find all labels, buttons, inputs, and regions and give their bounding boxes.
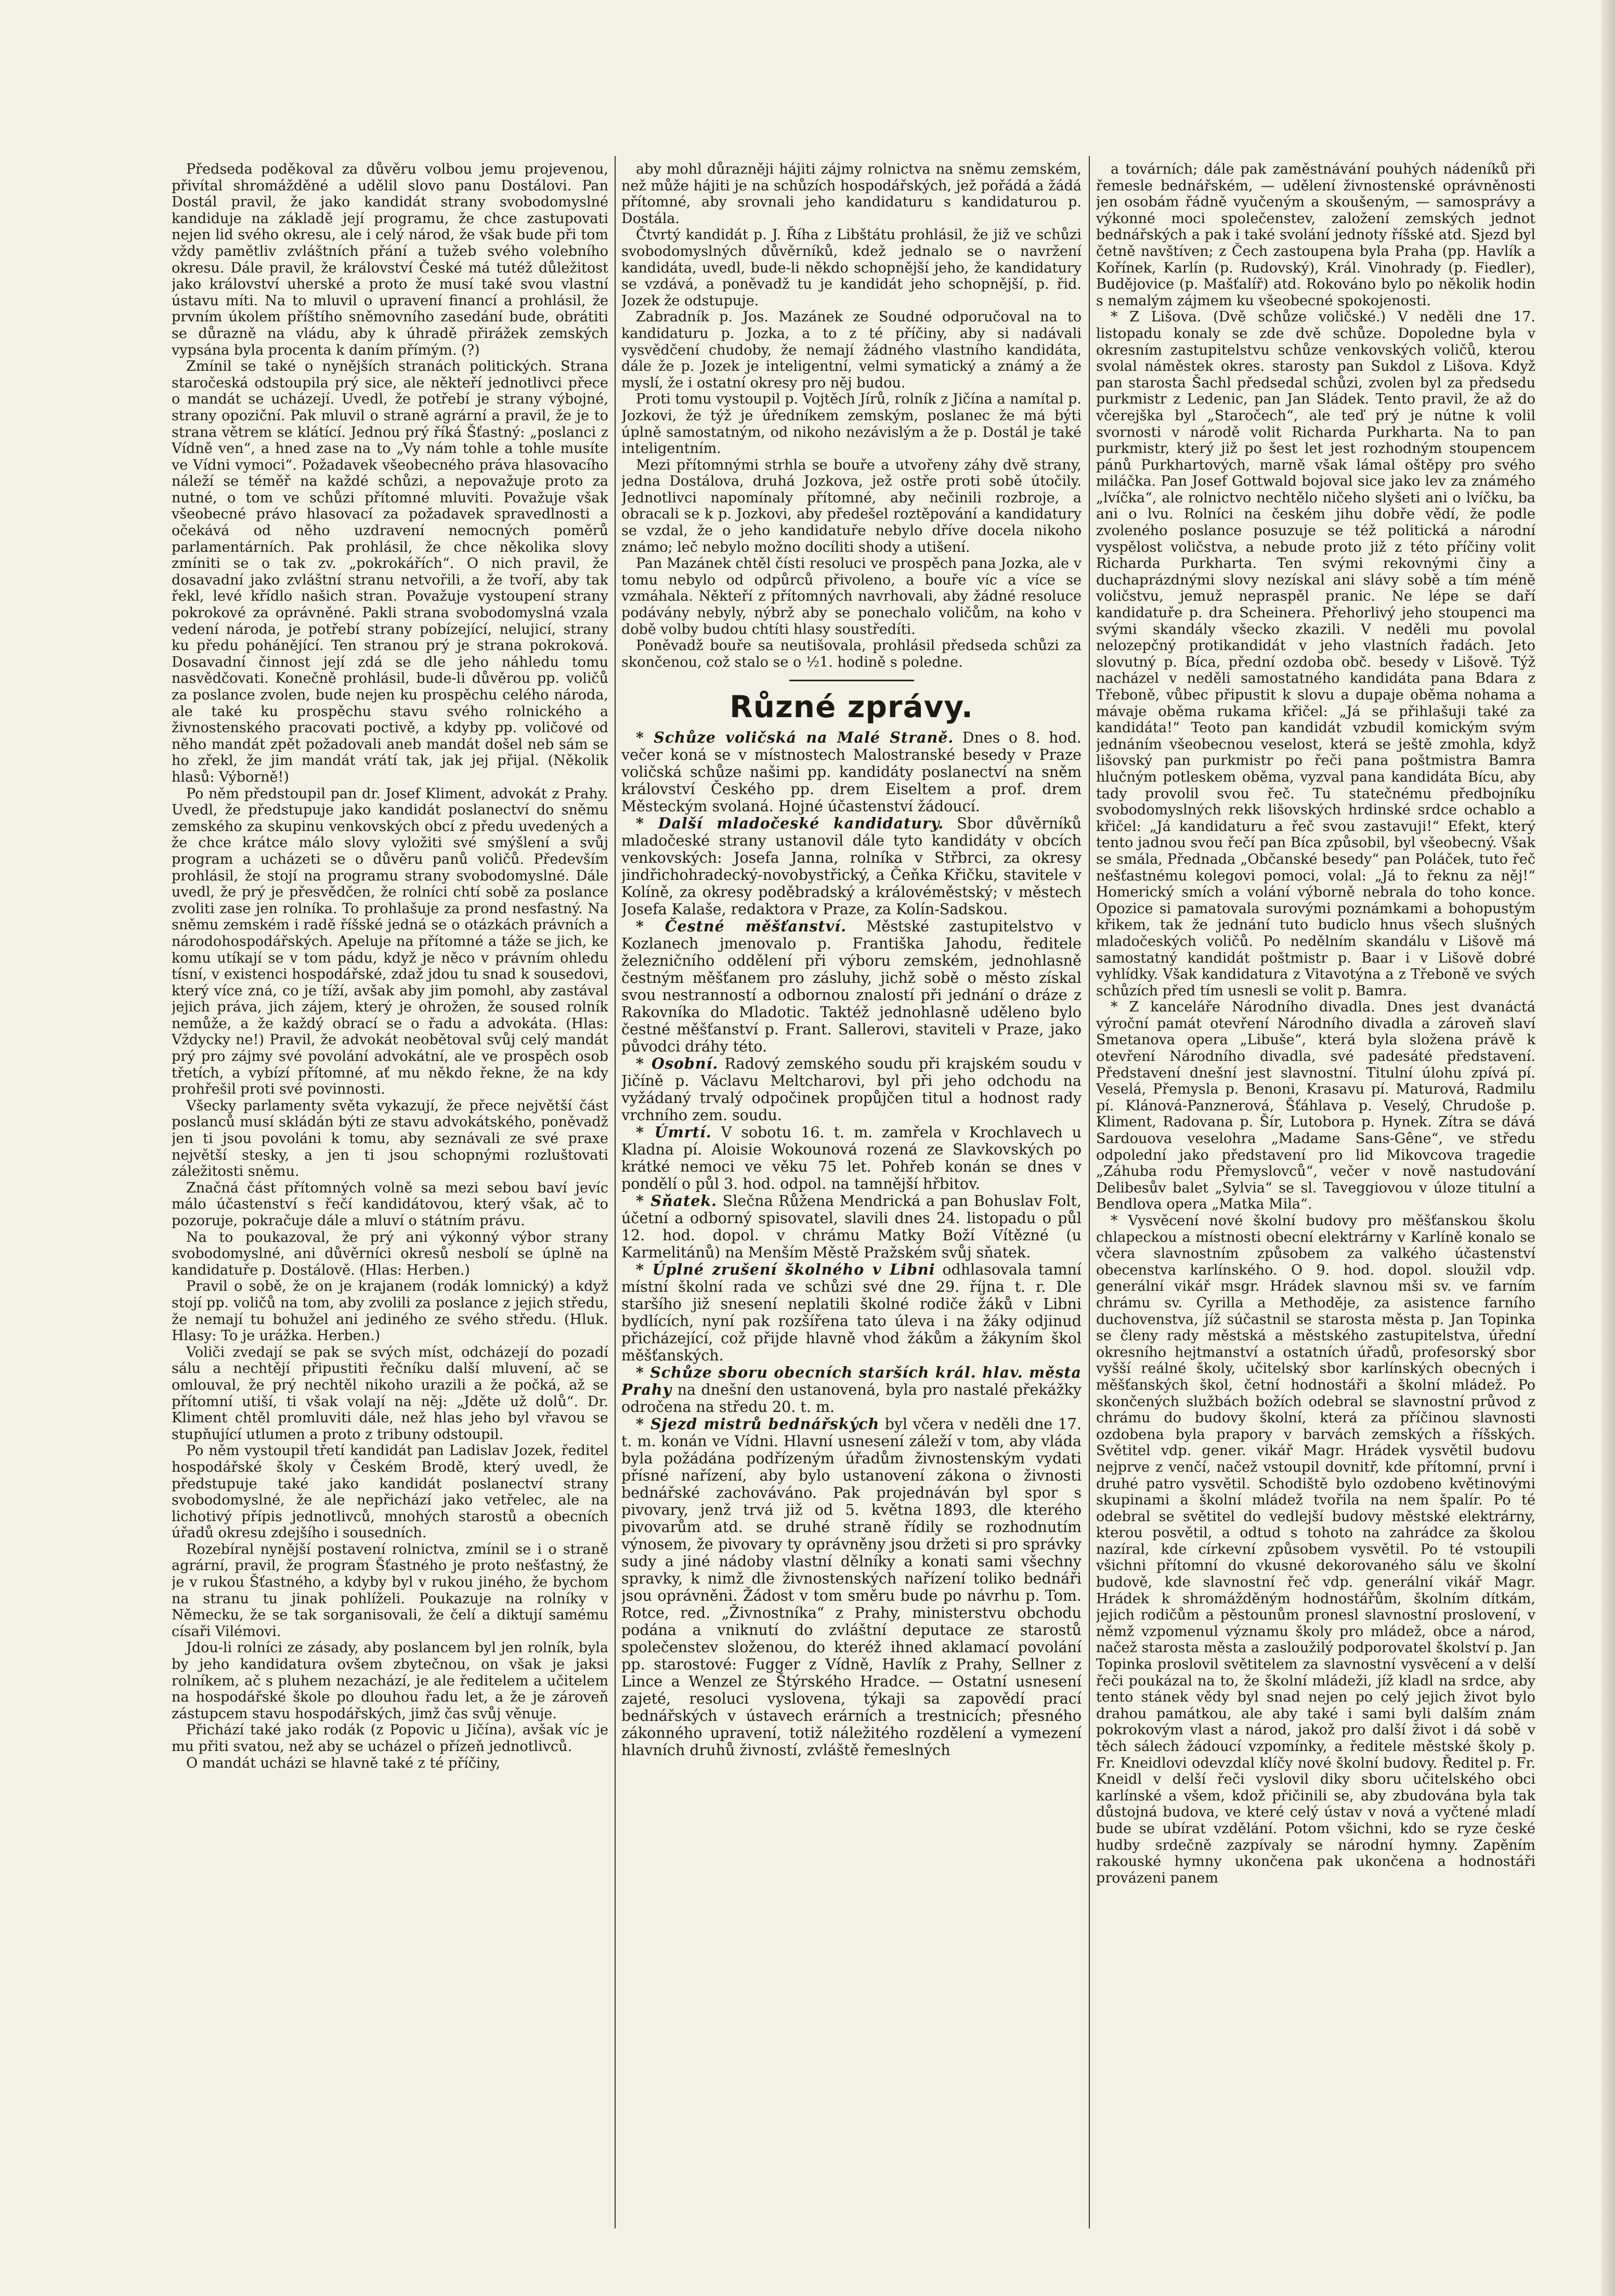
news-item [621,1124,1082,1192]
news-item [621,1261,1082,1364]
news-headline: * Schůze voličská na Malé Straně. [636,729,954,747]
news-headline: * Úplné zrušení školného v Libni [636,1261,935,1279]
news-item [621,1416,1082,1759]
news-headline: * Sňatek. [636,1192,718,1210]
paragraph: Voliči zvedají se pak se svých míst, odcházejí do pozadí sálu a nechtějí připustiti řečníku další mluvení, ač se omlouval, že prý nechtěl nikoho urazili a že počká, až se přítomní utiší, ti však volají na něj: „Jděte už dolů“. Dr. Kliment chtěl promluviti dále, než hlas jeho byl vřavou se stupňující utlumen a proto z tribuny odstoupil. [172,1344,608,1443]
news-item [621,1055,1082,1124]
paragraph: aby mohl důrazněji hájiti zájmy rolnictva na sněmu zemském, než může hájiti je na schůzích hospodářských, jež pořádá a žádá přítomné, aby srovnali jeho kandidaturu s kandidaturou p. Dostála. [621,161,1082,227]
news-text: na dnešní den ustanovená, byla pro nastalé překážky odročena na středu 20. t. m. [621,1381,1082,1416]
section-separator [789,680,914,681]
news-headline: * Úmrtí. [636,1123,712,1141]
news-text: byl včera v neděli dne 17. t. m. konán ve Vídni. Hlavní usnesení záleží v tom, aby vláda byla požádána podřízeným úřadům živnostenským vydati přísné nařízení, aby bylo ustanovení zákona o živnosti bednářské zachováváno. Pak projednáván byl spor s pivovary, jenž trvá již od 5. května 1893, dle kterého pivovarům atd. se druhé straně řídily se rozhodnutím výnosem, že pivovary ty oprávněny jsou držeti si pro správky sudy a jiné nádoby vlastní dělníky a konati sami všechny spravky, k nimž dle živnostenských nařízení toliko bednáři jsou oprávněni. Žádost v tom směru bude po návrhu p. Tom. Rotce, red. „Živnostníka“ z Prahy, ministerstvu obchodu podána a vniknutí do zvláštní deputace ze starostů společenstev složenou, do kteréž ihned aklamací povolání pp. starostové: Fugger z Vídně, Havlík z Prahy, Sellner z Lince a Wenzel ze Štýrského Hradce. — Ostatní usnesení zajeté, resoluci vyslovena, týkaji sa zapovědí prací bednářských v ústavech erárních a trestnicích; přesného zákonného upravení, totiž náležitého rozdělení a vymezení hlavních druhů živností, zvláště řemeslných [621,1416,1082,1759]
news-headline: * Osobní. [636,1055,719,1073]
news-item [621,815,1082,918]
news-headline: * Další mladočeské kandidatury. [636,814,944,833]
paragraph: Čtvrtý kandidát p. J. Říha z Libštátu prohlásil, že již ve schůzi svobodomyslných důvěrníků, kdež jednalo se o navržení kandidáta, uvedl, bude-li někdo schopnější jeho, že kandidatury se vzdává, a poněvadž tu je kandidát jeho schopnější, p. řid. Jozek že odstupuje. [621,227,1082,309]
paragraph: Proti tomu vystoupil p. Vojtěch Jírů, rolník z Jičína a namítal p. Jozkovi, že týž je úředníkem zemským, poslanec že má býti úplně samostatným, od nikoho nezávislým a že p. Dostál je také inteligentním. [621,391,1082,457]
section-title: Různé zprávy. [730,689,973,725]
news-text: Sbor důvěrníků mladočeské strany ustanovil dále tyto kandidáty v obcích venkovských: Josefa Janna, rolníka v Střbrci, za okresy jindřichohradecký-novobystřický, a Čeňka Křičku, stavitele v Kolíně, za okresy poděbradský a královéměstský; v městech Josefa Kalaše, redaktora v Praze, za Kolín-Sadskou. [621,815,1082,918]
column-3 [1096,161,1535,2241]
column-rule-left [615,156,616,2228]
paragraph: Značná část přítomných volně sa mezi sebou baví jevíc málo účastenství s řečí kandidátovou, který však, ač to pozoruje, pokračuje dále a mluví o státním právu. [172,1179,608,1229]
paragraph: Rozebíral nynější postavení rolnictva, zmínil se i o straně agrární, pravil, že program Šťastného je proto nešťastný, že je v rukou Šťastného, a kdyby byl v rukou jiného, že bychom na stranu tu jinak pohlíželi. Poukazuje na rolníky v Německu, že se tak sorganisovali, že čelí a diktují samému císaři Vilémovi. [172,1541,608,1640]
news-text: odhlasovala tamní místní školní rada ve schůzi své dne 29. října t. r. Dle staršího již snesení neplatili školné rodiče žáků v Libni bydlících, nyní pak rozšířena tato úleva i na žáky odjinud přicházející, což přijde hlavně vhod žákům a žákyním škol měšťanských. [621,1261,1082,1365]
news-text: Slečna Růžena Mendrická a pan Bohuslav Folt, účetní a odborný spisovatel, slavili dnes 24. listopadu o půl 12. hod. dopol. v chrámu Matky Boží Vítězné (u Karmelitánů) na Menším Městě Pražském svůj sňatek. [621,1192,1082,1262]
news-item [621,1192,1082,1261]
paragraph: Pan Mazánek chtěl čísti resoluci ve prospěch pana Jozka, ale v tomu nebylo od odpůrců přivoleno, a bouře víc a více se vzmáhala. Někteří z přítomných navrhovali, aby žádné resoluce podávány nebyly, nýbrž aby se ponechalo voličům, na koho v době volby budou chtíti hlasy soustředíti. [621,555,1082,638]
news-list [621,729,1082,1759]
paragraph: Pravil o sobě, že on je krajanem (rodák lomnický) a když stojí pp. voličů na tom, aby zvolili za poslance z jejich středu, že nemají tu bohužel ani jediného ze svého středu. (Hluk. Hlasy: To je urážka. Herben.) [172,1278,608,1344]
news-headline: * Sjezd mistrů bednářských [636,1415,880,1433]
paragraph: * Z Lišova. (Dvě schůze voličské.) V neděli dne 17. listopadu konaly se zde dvě schůze. Dopoledne byla v okresním zastupitelstvu schůze venkovských voličů, kterou svolal náměstek okres. starosty pan Sukdol z Lišova. Když pan starosta Šachl předsedal schůzi, zvolen byl za předsedu purkmistr z Ledenic, pan Jan Sládek. Tento pravil, že až do včerejška byl „Staročech“, ale teď prý je nútne k volil svornosti v národě volit Richarda Purkharta. Na to pan purkmistr, který již po šest let jest rozhodným stoupencem pánů Purkhartových, marně však lámal oštěpy pro svého miláčka. Pan Josef Gottwald bojoval sice jako lev za známého „lvíčka“, ale rolnictvo nechtělo ničeho slyšeti ani o lvíčku, ba ani o lvu. Rolníci na českém jihu dobře vědí, že podle zvoleného poslance posuzuje se též politická a národní vyspělost voličstva, a nebude proto již z této příčiny volit Richarda Purkharta. Ten svými rekovnými činy a duchaprázdnými slovy nezískal ani slávy sobě a tím méně voličstvu, jemuž nepraspěl pranic. Ne lépe se daří kandidatuře p. dra Scheinera. Přehorlivý jeho stoupenci ma svými skandály všecko zkazili. V neděli mu povolal nelozepčný protikandidát v jeho vlastních řadách. Jeto slovutný p. Bíca, přední ozdoba obč. besedy v Lišově. Týž nacházel v neděli samostatného kandidáta pana Bdara z Třeboně, vůbec připustit k slovu a dupaje oběma nohama a mávaje oběma rukama křičel: „Já se přihlašuji také za kandidáta!“ Teoto pan kandidát vzbudil komickým svým jednáním všeobecnou veselost, která se ještě zmohla, když lišovský pan purkmistr po řeči pana poštmistra Bamra hlučným potleskem oběma, vyzval pana kandidáta Bícu, aby tady provolil svou řeč. Tu statečnému předbojníku svobodomyslných rekk lišovských hrdinské srdce ochablo a křičel: „Já kandidaturu a řeč svou zastavuji!“ Efekt, který tento jadnou svou řečí pan Bíca způsobil, byl všeobecný. Však se smála, Přednada „Občanské besedy“ pan Poláček, tuto řeč nešťastnému kolegovi pomoci, volal: „Já to řeknu za něj!“ Homerický smích a volání výborně nebrala do toho konce. Opozice si pamatovala surovými poznámkami a bohopustým křikem, tak že jednání tuto budiclo hnus všech slušných mladočeských voličů. Po nedělním skandálu v Lišově má samostatný kandidát poštmistr p. Baar i v Lišově dobré vyhlídky. Však kandidatura z Vitavotýna a z Třeboně ve svých schůzích před tím usnesli se volit p. Bamra. [1096,309,1535,999]
paragraph: Předseda poděkoval za důvěru volbou jemu projevenou, přivítal shromážděné a udělil slovo panu Dostálovi. Pan Dostál pravil, že jako kandidát strany svobodomyslné kandiduje na základě její programu, že chce zastupovati nejen lid svého okresu, ale i celý národ, že však bude při tom vždy pamětliv zvláštních přání a tužeb svého volebního okresu. Dále pravil, že království České má tutéž důležitost jako království uherské a proto že musí také svou vlastní ústavu míti. Na to mluvil o upravení financí a prohlásil, že prvním úkolem příštího sněmovního zasedání bude, obrátiti se důrazně na vládu, aby k úhradě přirážek zemských vypsána byla procenta k daním přímým. (?) [172,161,608,358]
news-text: Radový zemského soudu při krajském soudu v Jičíně p. Václavu Meltcharovi, byl při jeho odchodu na vyžádaný trvalý odpočinek propůjčen titul a hodnost rady vrchního zem. soudu. [621,1055,1082,1124]
paragraph: Na to poukazoval, že prý ani výkonný výbor strany svobodomyslné, ani důvěrníci okresů nesbolí se úplně na kandidatuře p. Dostálově. (Hlas: Herben.) [172,1229,608,1278]
news-text: V sobotu 16. t. m. zamřela v Krochlavech u Kladna pí. Aloisie Wokounová rozená ze Slavkovských po krátké nemoci ve věku 75 let. Pohřeb konán se dnes v pondělí o půl 3. hod. odpol. na tamnější hřbitov. [621,1124,1082,1193]
column-2 [621,161,1082,2241]
news-headline: * Čestné měšťanství. [636,917,846,936]
paragraph: Zmínil se také o nynějších stranách politických. Strana staročeská odstoupila prý sice, ale někteří jednotlivci přece o mandát se ucházejí. Uvedl, že potřebí je strany výbojné, strany opoziční. Pak mluvil o straně agrární a pravil, že je to strana větrem se klátící. Jednou prý říká Šťastný: „poslanci z Vídně ven“, a hned zase na to „Vy nám tohle a tohle musíte ve Vídni vymoci“. Požadavek všeobecného práva hlasovacího náleží se téměř na každé schůzi, a nepovažuje proto za nutné, o tom ve schůzi přítomné mluviti. Považuje však všeobecné právo hlasovací za požadavek spravedlnosti a očekává od něho uzdravení nemocných poměrů parlamentárních. Pak prohlásil, že chce několika slovy zmíniti se o tak zv. „pokrokářích“. O nich pravil, že dosavadní jako zvláštní stranu netvořili, a že tvoří, aby tak řekl, levé křídlo našich stran. Považuje vystoupení strany pokrokové za oprávněné. Pakli strana svobodomyslná vzala vedení národa, je potřebí strany pobízející, nelujicí, strany ku předu pohánějící. Ten stranou prý je strana pokroková. Dosavadní činnost její zdá se dle jeho náhledu tomu nasvědčovati. Konečně prohlásil, bude-li důvěrou pp. voličů za poslance zvolen, bude nejen ku prospěchu celého národa, ale také ku prospěchu stavu svého rolnického a živnostenského pracovati poctivě, a kdyby pp. voličové od něho mandát zpět požadovali aneb mandát došel neb sám se ho zřekl, že jim mandát vrátí tak, jak jej přijal. (Několik hlasů: Výborně!) [172,358,608,785]
paragraph: Poněvadž bouře sa neutišovala, prohlásil předseda schůzi za skončenou, což stalo se o ½1. hodině s poledne. [621,638,1082,670]
paragraph: * Z kanceláře Národního divadla. Dnes jest dvanáctá výroční památ otevření Národního divadla a zároveň slaví Smetanova opera „Libuše“, která byla složena právě k otevření Národního divadla, své padesáté představení. Představení dnešní jest slavnostní. Titulní úlohu zpívá pí. Veselá, Přemysla p. Benoni, Krasavu pí. Maturová, Radmilu pí. Klánová-Panznerová, Šťáhlava p. Veselý, Chrudoše p. Kliment, Radovana p. Šír, Lutobora p. Hynek. Zítra se dává Sardouova veselohra „Madame Sans-Gêne“, ve středu odpolední jako představení pro lid Mikovcova tragedie „Záhuba rodu Přemyslovců“, večer v nově nastudování Delibesův balet „Sylvia“ se sl. Taveggiovou v úloze titulní a Bendlova opera „Matka Mila“. [1096,999,1535,1213]
paragraph: Jdou-li rolníci ze zásady, aby poslancem byl jen rolník, byla by jeho kandidatura ovšem zbytečnou, on však je jaksi rolníkem, ač s pluhem nezachází, je ale ředitelem a učitelem na hospodářské škole po dlouhou řadu let, a že je zároveň zástupcem stavu hospodářských, jimž čas svůj věnuje. [172,1640,608,1722]
column-1 [172,161,608,2241]
column-rule-right [1089,156,1090,2228]
paragraph: Zabradník p. Jos. Mazánek ze Soudné odporučoval na to kandidaturu p. Jozka, a to z té příčiny, aby si nadávali vysvědčení chudoby, že nemají žádného vlastního kandidáta, dále že p. Jozek je inteligentní, velmi symatický a známý a že myslí, že i ostatní okresy pro něj budou. [621,309,1082,391]
news-item [621,1364,1082,1416]
paragraph: Mezi přítomnými strhla se bouře a utvořeny záhy dvě strany, jedna Dostálova, druhá Jozkova, jež ostře proti sobě útočily. Jednotlivci napomínaly přítomné, aby nečinili rozbroje, a obracali se k p. Jozkovi, aby předešel roztěpování a kandidatury se vzdal, že o jeho kandidatuře nebylo dříve docela nikoho známo; leč nebylo možno docíliti shody a utišení. [621,457,1082,555]
news-headline: * Schůze sboru obecních starších král. hlav. města Prahy [621,1364,1082,1399]
paragraph: O mandát ucházi se hlavně také z té příčiny, [186,1755,501,1771]
paragraph: Po něm vystoupil třetí kandidát pan Ladislav Jozek, ředitel hospodářské školy v Českém Brodě, který uvedl, že předstupuje také jako kandidát poslanectví strany svobodomyslné, že ale nepřichází jako vetřelec, ale na lichotivý přípis jednotlivců, mnohých starostů a obecních úřadů okresu zdejšího i sousedních. [172,1443,608,1541]
news-item [621,729,1082,815]
news-item [621,918,1082,1055]
paragraph: Po něm předstoupil pan dr. Josef Kliment, advokát z Prahy. Uvedl, že předstupuje jako kandidát poslanectví do sněmu zemského za skupinu venkovských obcí z předu uvedených a že chce krátce málo slovy vyložiti své smýšlení a svůj program a ucházeti se o důvěru panů voličů. Především prohlásil, že stojí na programu strany svobodomyslné. Dále uvedl, že prý je přesvědčen, že rolníci chtí sobě za poslance zvoliti zase jen rolníka. To prohlašuje za prond nesfastný. Na sněmu zemském i radě říšské jedná se o otázkách právních a národohospodářských. Apeluje na přítomné a táže se jich, ke komu utíkají se v tom pádu, když je něco v právním ohledu tísní, v existenci hospodářské, zdaž jdou tu snad k sousedovi, který více zná, co je tíží, avšak aby jim pomohl, aby zastával jejich práva, jich zájem, který je ohrožen, že soused rolník nemůže, a že každý obrací se o řadu a advokáta. (Hlas: Vždycky ne!) Pravil, že advokát neobětoval svůj celý mandát prý pro zájmy své povolání advokátní, ale ve prospěch osob třetích, a vybízí přítomné, ať mu někdo řekne, že na kdy prohřešil proti své povinnosti. [172,785,608,1098]
paragraph: Všecky parlamenty světa vykazují, že přece největší část poslanců musí skládán býti ze stavu advokátského, poněvadž jen ti jsou povoláni k tomu, aby seznávali ze své praxe největší stesky, a jen ti jsou schopnými rozluštovati záležitosti sněmu. [172,1097,608,1180]
paragraph: * Vysvěcení nové školní budovy pro měšťanskou školu chlapeckou a místnosti obecní elektrárny v Karlíně konalo se včera slavnostním způsobem za valkého účastenství obecenstva karlínského. O 9. hod. dopol. sloužil vdp. generální vikář msgr. Hrádek slavnou mši sv. ve farním chrámu sv. Cyrilla a Methoděje, za asistence farního duchovenstva, jíž súčastnil se starosta města p. Jan Topinka se členy rady městská a městského zastupitelstva, úřední okresního hejtmanství a ostatních úřadů, profesorský sbor vyšší reálné školy, učitelský sbor karlínských obecných i měšťanských škol, četní hodnostáři a školní mládež. Po skončených službách božích odebral se slavnostní průvod z chrámu do budovy školní, která za příčinou slavnosti ozdobena byla prapory v barvách zemských a říšských. Světitel vdp. gener. vikář Magr. Hrádek vysvětil budovu nejprve z venčí, načež vstoupil dovnitř, kde přítomní, první i druhé patro vysvětil. Schodiště bylo ozdobeno květinovými skupinami a školní mládež tvořila na nem špalír. Po té odebral se světitel do vedlejší budovy městské elektrárny, kterou posvětil, a odtud s tohoto na zahrádce za školou nazíral, kde církevní způsobem vysvětil. Po té vstoupili všichni přítomní do vkusné dekorovaného sálu ve školní budově, kde slavnostní řeč vdp. generální vikář Magr. Hrádek k shromážděným hodnostářům, školním dítkám, jejich rodičům a pěstounům pronesl slavnostní proslovení, v němž vzpomenul významu školy pro mládež, obce a národ, načež starosta města a zasloužilý podporovatel školství p. Jan Topinka proslovil světitelem za slavnostní vysvěcení a v delší řeči poukázal na to, že školní mládeži, jíž kladl na srdce, aby tento stánek vědy byl snad nejen po celý jejich život bylo drahou památkou, ale aby také i sami byli dalším znám pokrokovým vlast a národ, jakož pro další život i dá sobě v těch sálech žádoucí vzpomínky, a ředitele městské školy p. Fr. Kneidlovi odevzdal klíčy nové školní budovy. Ředitel p. Fr. Kneidl v delší řeči vyslovil diky sboru učitelského obci karlínské a všem, kdož přičinili se, aby zbudována byla tak důstojná budova, ve které celý ústav v nová a vyčtené mladí bude se ubírat vzdělání. Potom všichni, kdo se ryze české hudby srdečně zazpívaly se národní hymny. Zapěním rakouské hymny ukončena pak ukončena a hodnostáři provázeni panem [1096,1213,1535,1886]
news-text: Dnes o 8. hod. večer koná se v místnostech Malostranské besedy v Praze voličská schůze našimi pp. kandidáty poslanectví na sněm království Českého pp. drem Eiseltem a prof. drem Městeckým svolaná. Hojné účastenství žádoucí. [621,729,1082,815]
news-text: Městské zastupitelstvo v Kozlanech jmenovalo p. Františka Jahodu, ředitele železničního oddělení při výboru zemském, jednohlasně čestným měšťanem pro zásluhy, jichž sobě o město získal svou nestranností a odbornou znalostí při jednání o dráze z Rakovníka do Mladotic. Taktéž jednohlasně uděleno bylo čestné měšťanství p. Frant. Sallerovi, staviteli v Praze, jako původci dráhy této. [621,918,1082,1056]
paragraph: a továrních; dále pak zaměstnávání pouhých nádeníků při řemesle bednářském, — udělení živnostenské oprávněnosti jen osobám řádně vyučeným a skoušeným, — samosprávy a výkonné moci společenstev, založení zemských jednot bednářských a pak i také svolání jednoty říšské atd. Sjezd byl četně navštíven; z Čech zastoupena byla Praha (pp. Havlík a Kořínek, Karlín (p. Rudovský), Král. Vinohrady (p. Fiedler), Budějovice (p. Mašťalíř) atd. Rokováno bylo po několik hodin s nemalým zájmem ku všeobecné spokojenosti. [1096,161,1535,309]
page-edge [1601,0,1615,2296]
paragraph: Přichází také jako rodák (z Popovic u Jičína), avšak víc je mu přiti svatou, než aby se ucházel o přízeň jednotlivců. [172,1722,608,1755]
